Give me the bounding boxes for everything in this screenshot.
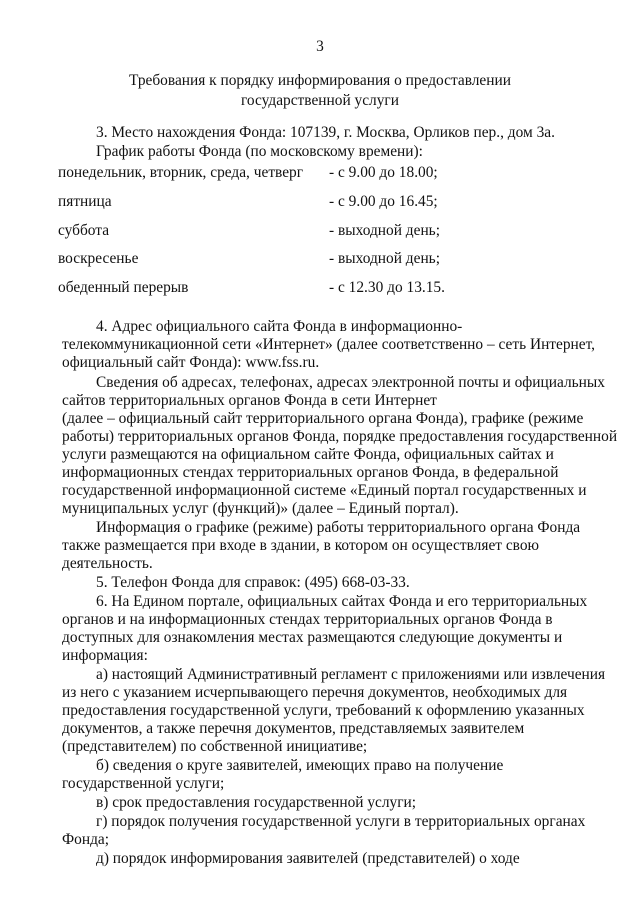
title-line-1: Требования к порядку информирования о предоставлении	[129, 72, 511, 89]
schedule-day: суббота	[58, 222, 110, 239]
schedule-info-line-3: деятельность.	[62, 555, 153, 572]
documents-line-4: информация:	[62, 647, 148, 664]
item-a-line-3: предоставления государственной услуги, требований к оформлению указанных	[62, 702, 585, 719]
item-b-line-2: государственной услуги;	[62, 775, 225, 792]
website-line-2: телекоммуникационной сети «Интернет» (далее соответственно – сеть Интернет,	[62, 336, 596, 353]
schedule-heading: График работы Фонда (по московскому времени):	[96, 143, 423, 160]
schedule-info-line-2: также размещается при входе в здании, в котором он осуществляет свою	[62, 537, 540, 554]
item-g-line-2: Фонда;	[62, 831, 110, 848]
phone-line: 5. Телефон Фонда для справок: (495) 668-03-33.	[96, 574, 410, 591]
schedule-time: - выходной день;	[329, 250, 440, 267]
documents-line-1: 6. На Едином портале, официальных сайтах Фонда и его территориальных	[96, 593, 588, 610]
schedule-day: понедельник, вторник, среда, четверг	[58, 164, 304, 181]
schedule-time: - выходной день;	[329, 222, 440, 239]
schedule-day: обеденный перерыв	[58, 279, 189, 296]
schedule-time: - с 9.00 до 16.45;	[329, 193, 438, 210]
item-d-line: д) порядок информирования заявителей (представителей) о ходе	[96, 850, 520, 867]
schedule-info-line-1: Информация о графике (режиме) работы территориального органа Фонда	[96, 519, 581, 536]
territorial-line-6: информационных стендах территориальных органов Фонда, в федеральной	[62, 464, 559, 481]
item-a-line-1: а) настоящий Административный регламент с приложениями или извлечения	[96, 666, 606, 683]
item-v-line: в) срок предоставления государственной услуги;	[96, 794, 417, 811]
schedule-day: пятница	[58, 193, 112, 210]
title-line-2: государственной услуги	[241, 92, 399, 109]
website-line-3: официальный сайт Фонда): www.fss.ru.	[62, 354, 320, 371]
territorial-line-3: (далее – официальный сайт территориального органа Фонда), графике (режиме	[62, 410, 584, 427]
documents-line-2: органов и на информационных стендах территориальных органов Фонда в	[62, 611, 553, 628]
item-b-line-1: б) сведения о круге заявителей, имеющих право на получение	[96, 757, 504, 774]
territorial-line-4: работы) территориальных органов Фонда, порядке предоставления государственной	[62, 428, 618, 445]
territorial-line-2: сайтов территориальных органов Фонда в сети Интернет	[62, 392, 437, 409]
schedule-day: воскресенье	[58, 250, 139, 267]
section-title	[0, 71, 640, 111]
page-number: 3	[316, 38, 324, 55]
schedule-time: - с 9.00 до 18.00;	[329, 164, 438, 181]
item-a-line-2: из него с указанием исчерпывающего перечня документов, необходимых для	[62, 684, 568, 701]
documents-line-3: доступных для ознакомления местах размещаются следующие документы и	[62, 629, 563, 646]
territorial-line-8: муниципальных услуг (функций)» (далее – Единый портал).	[62, 500, 459, 517]
website-line-1: 4. Адрес официального сайта Фонда в информационно-	[96, 318, 463, 335]
schedule-time: - с 12.30 до 13.15.	[329, 279, 445, 296]
item-g-line-1: г) порядок получения государственной услуги в территориальных органах	[96, 813, 586, 830]
item-a-line-5: (представителем) по собственной инициативе;	[62, 738, 368, 755]
address-line: 3. Место нахождения Фонда: 107139, г. Москва, Орликов пер., дом 3а.	[96, 124, 555, 141]
item-a-line-4: документов, а также перечня документов, представляемых заявителем	[62, 720, 525, 737]
territorial-line-7: государственной информационной системе «Единый портал государственных и	[62, 482, 587, 499]
territorial-line-5: услуги размещаются на официальном сайте Фонда, официальных сайтах и	[62, 446, 554, 463]
territorial-line-1: Сведения об адресах, телефонах, адресах электронной почты и официальных	[96, 374, 605, 391]
